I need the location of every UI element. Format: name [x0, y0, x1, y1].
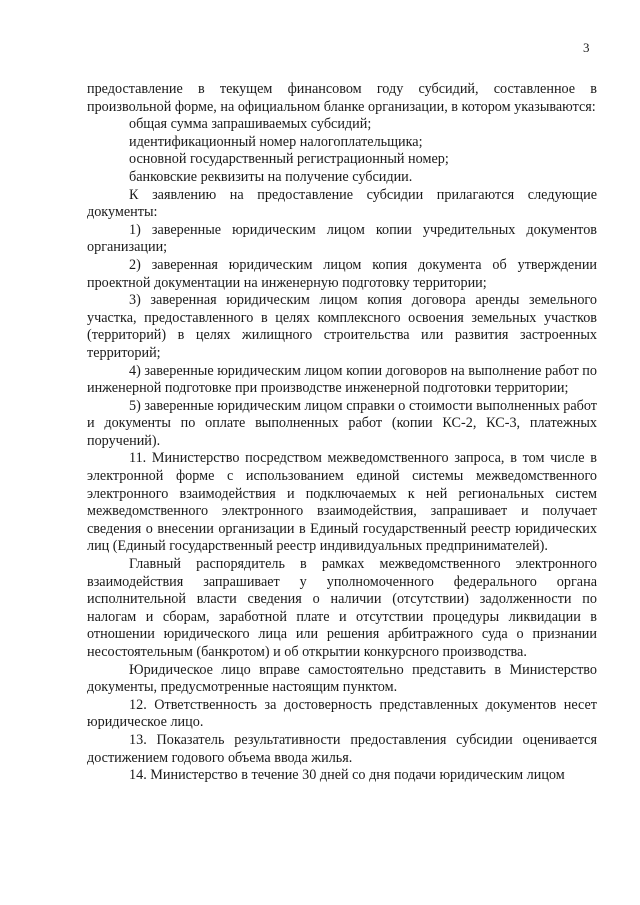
paragraph-attachment-1: 1) заверенные юридическим лицом копии учредительных документов организации;	[87, 221, 597, 256]
page-number: 3	[583, 40, 590, 55]
paragraph-clause-14: 14. Министерство в течение 30 дней со дня подачи юридическим лицом	[129, 767, 565, 784]
paragraph-clause-11: 11. Министерство посредством межведомственного запроса, в том числе в электронной форме с использованием единой системы межведомственного электронного взаимодействия и подключаемых к ней региональных систем межведомственного электронного взаимодействия, запрашивает и получает сведения о внесении организации в Единый государственный реестр юридических лиц (Единый государственный реестр индивидуальных предпринимателей).	[87, 450, 597, 555]
paragraph-attachment-5: 5) заверенные юридическим лицом справки о стоимости выполненных работ и документы по оплате выполненных работ (копии КС-2, КС-3, платежных поручений).	[87, 397, 597, 449]
list-item-inn: идентификационный номер налогоплательщика;	[129, 133, 423, 150]
paragraph-attachment-2: 2) заверенная юридическим лицом копия документа об утверждении проектной документации на инженерную подготовку территории;	[87, 256, 597, 291]
paragraph-attachment-4: 4) заверенные юридическим лицом копии договоров на выполнение работ по инженерной подготовке при производстве инженерной подготовки территории;	[87, 362, 597, 397]
list-item-ogrn: основной государственный регистрационный номер;	[129, 151, 449, 168]
paragraph-clause-13: 13. Показатель результативности предоставления субсидии оценивается достижением годового объема ввода жилья.	[87, 731, 597, 766]
list-item-total-amount: общая сумма запрашиваемых субсидий;	[129, 116, 372, 133]
document-body	[87, 81, 597, 785]
paragraph-attachment-3: 3) заверенная юридическим лицом копия договора аренды земельного участка, предоставленного в целях комплексного освоения земельных участков (территорий) в целях жилищного строительства или развития застроенных территорий;	[87, 292, 597, 361]
paragraph-application-continuation: предоставление в текущем финансовом году субсидий, составленное в произвольной форме, на официальном бланке организации, в котором указываются:	[87, 81, 597, 115]
paragraph-chief-administrator: Главный распорядитель в рамках межведомственного электронного взаимодействия запрашивает у уполномоченного федерального органа исполнительной власти сведения о наличии (отсутствии) задолженности по налогам и сборам, заработной плате и отсутствии процедуры ликвидации в отношении юридического лица или решения арбитражного суда о признании несостоятельным (банкротом) и об открытии конкурсного производства.	[87, 556, 597, 660]
paragraph-clause-12: 12. Ответственность за достоверность представленных документов несет юридическое лицо.	[87, 696, 597, 731]
paragraph-attachments-intro: К заявлению на предоставление субсидии прилагаются следующие документы:	[87, 186, 597, 221]
paragraph-legal-entity-right: Юридическое лицо вправе самостоятельно представить в Министерство документы, предусмотренные настоящим пунктом.	[87, 661, 597, 696]
list-item-bank-details: банковские реквизиты на получение субсидии.	[129, 168, 413, 185]
